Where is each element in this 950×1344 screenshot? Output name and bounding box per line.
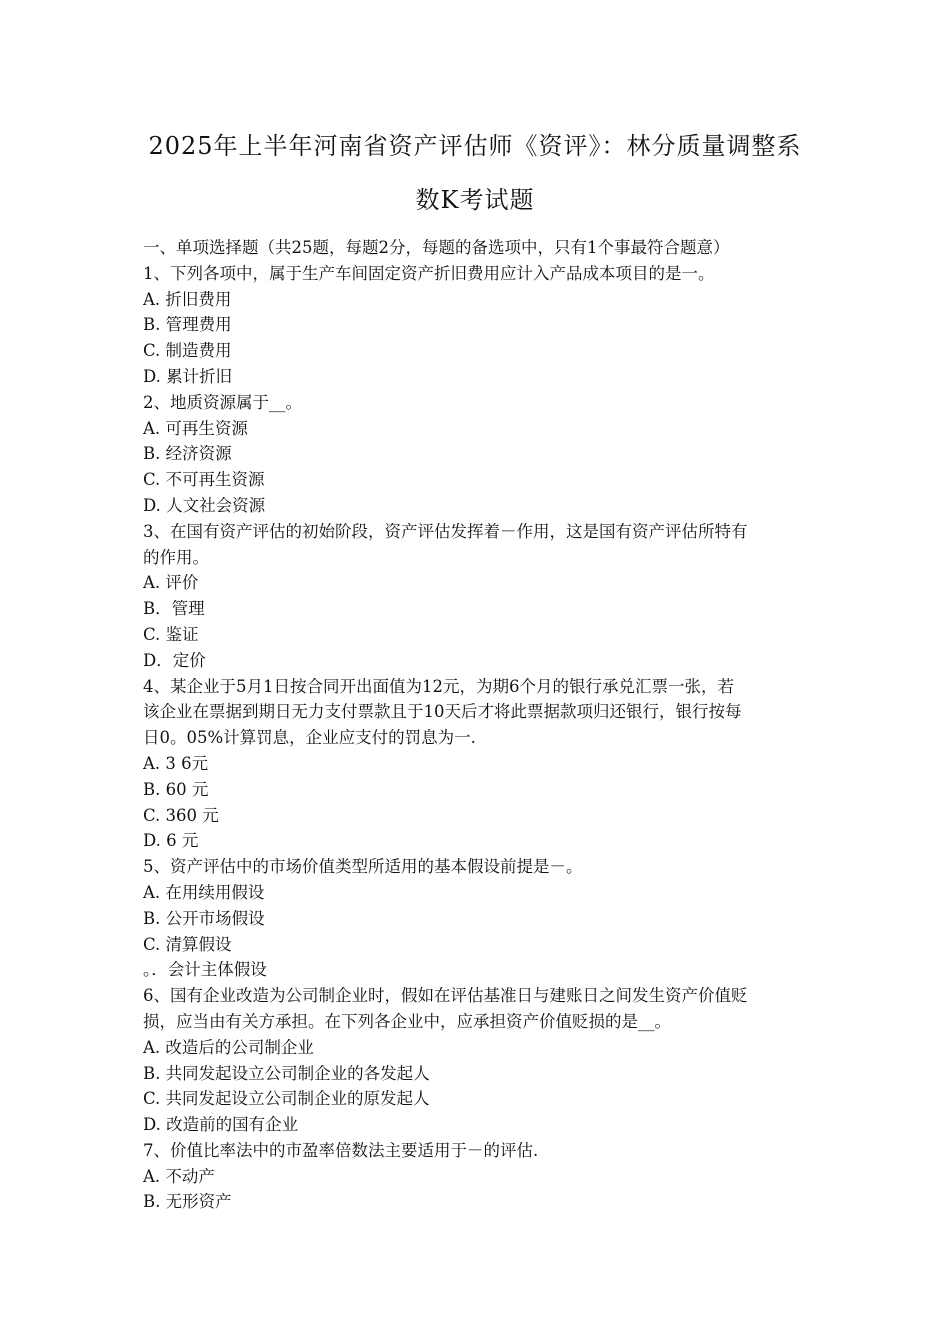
text-line: B. 管理费用 xyxy=(143,315,232,335)
text-line: C. 制造费用 xyxy=(143,341,232,361)
text-line: 4、某企业于5月1日按合同开出面值为12元，为期6个月的银行承兑汇票一张，若 xyxy=(143,676,734,696)
text-line: 1、下列各项中，属于生产车间固定资产折旧费用应计入产品成本项目的是一。 xyxy=(143,263,715,283)
text-line: 的作用。 xyxy=(143,547,209,567)
text-line: 该企业在票据到期日无力支付票款且于10天后才将此票据款项归还银行，银行按每 xyxy=(143,702,742,722)
text-line: B．管理 xyxy=(143,599,205,619)
text-line: D. 改造前的国有企业 xyxy=(143,1115,299,1135)
text-line: 日0。05%计算罚息，企业应支付的罚息为一. xyxy=(143,728,476,748)
text-line: C. 清算假设 xyxy=(143,934,232,954)
text-line: 。．会计主体假设 xyxy=(143,960,267,980)
text-line: C. 360 元 xyxy=(143,805,219,825)
text-line: D. 累计折旧 xyxy=(143,366,233,386)
text-line: 损，应当由有关方承担。在下列各企业中，应承担资产价值贬损的是__。 xyxy=(143,1011,671,1031)
document-title-line-1: 2025年上半年河南省资产评估师《资评》：林分质量调整系 xyxy=(148,132,802,160)
text-line: D. 6 元 xyxy=(143,831,199,851)
text-line: 6、国有企业改造为公司制企业时，假如在评估基准日与建账日之间发生资产价值贬 xyxy=(143,986,748,1006)
text-line: C. 不可再生资源 xyxy=(143,470,265,490)
text-line: 一、单项选择题（共25题，每题2分，每题的备选项中，只有1个事最符合题意） xyxy=(143,238,730,257)
text-line: 2、地质资源属于__。 xyxy=(143,392,302,412)
text-line: D．定价 xyxy=(143,650,206,670)
document-title-line-2: 数K考试题 xyxy=(415,186,535,214)
text-line: A. 折旧费用 xyxy=(143,289,232,309)
text-line: B. 经济资源 xyxy=(143,444,232,464)
text-line: C. 共同发起设立公司制企业的原发起人 xyxy=(143,1089,430,1109)
text-line: 7、价值比率法中的市盈率倍数法主要适用于－的评估. xyxy=(143,1140,539,1160)
question-list xyxy=(143,235,813,1215)
text-line: 5、资产评估中的市场价值类型所适用的基本假设前提是－。 xyxy=(143,857,583,877)
text-line: B. 公开市场假设 xyxy=(143,908,265,928)
text-line: A. 可再生资源 xyxy=(143,418,248,438)
text-line: D. 人文社会资源 xyxy=(143,495,266,515)
text-line: B. 60 元 xyxy=(143,779,209,799)
text-line: A. 在用续用假设 xyxy=(143,882,265,902)
text-line: C. 鉴证 xyxy=(143,624,199,644)
text-line: A. 改造后的公司制企业 xyxy=(143,1037,314,1057)
text-line: A. 3 6元 xyxy=(143,753,209,773)
text-line: 3、在国有资产评估的初始阶段，资产评估发挥着－作用，这是国有资产评估所特有 xyxy=(143,521,748,541)
text-line: B. 共同发起设立公司制企业的各发起人 xyxy=(143,1063,430,1083)
text-line: B. 无形资产 xyxy=(143,1192,232,1212)
text-line: A. 评价 xyxy=(143,573,199,593)
text-line: A. 不动产 xyxy=(143,1166,215,1186)
